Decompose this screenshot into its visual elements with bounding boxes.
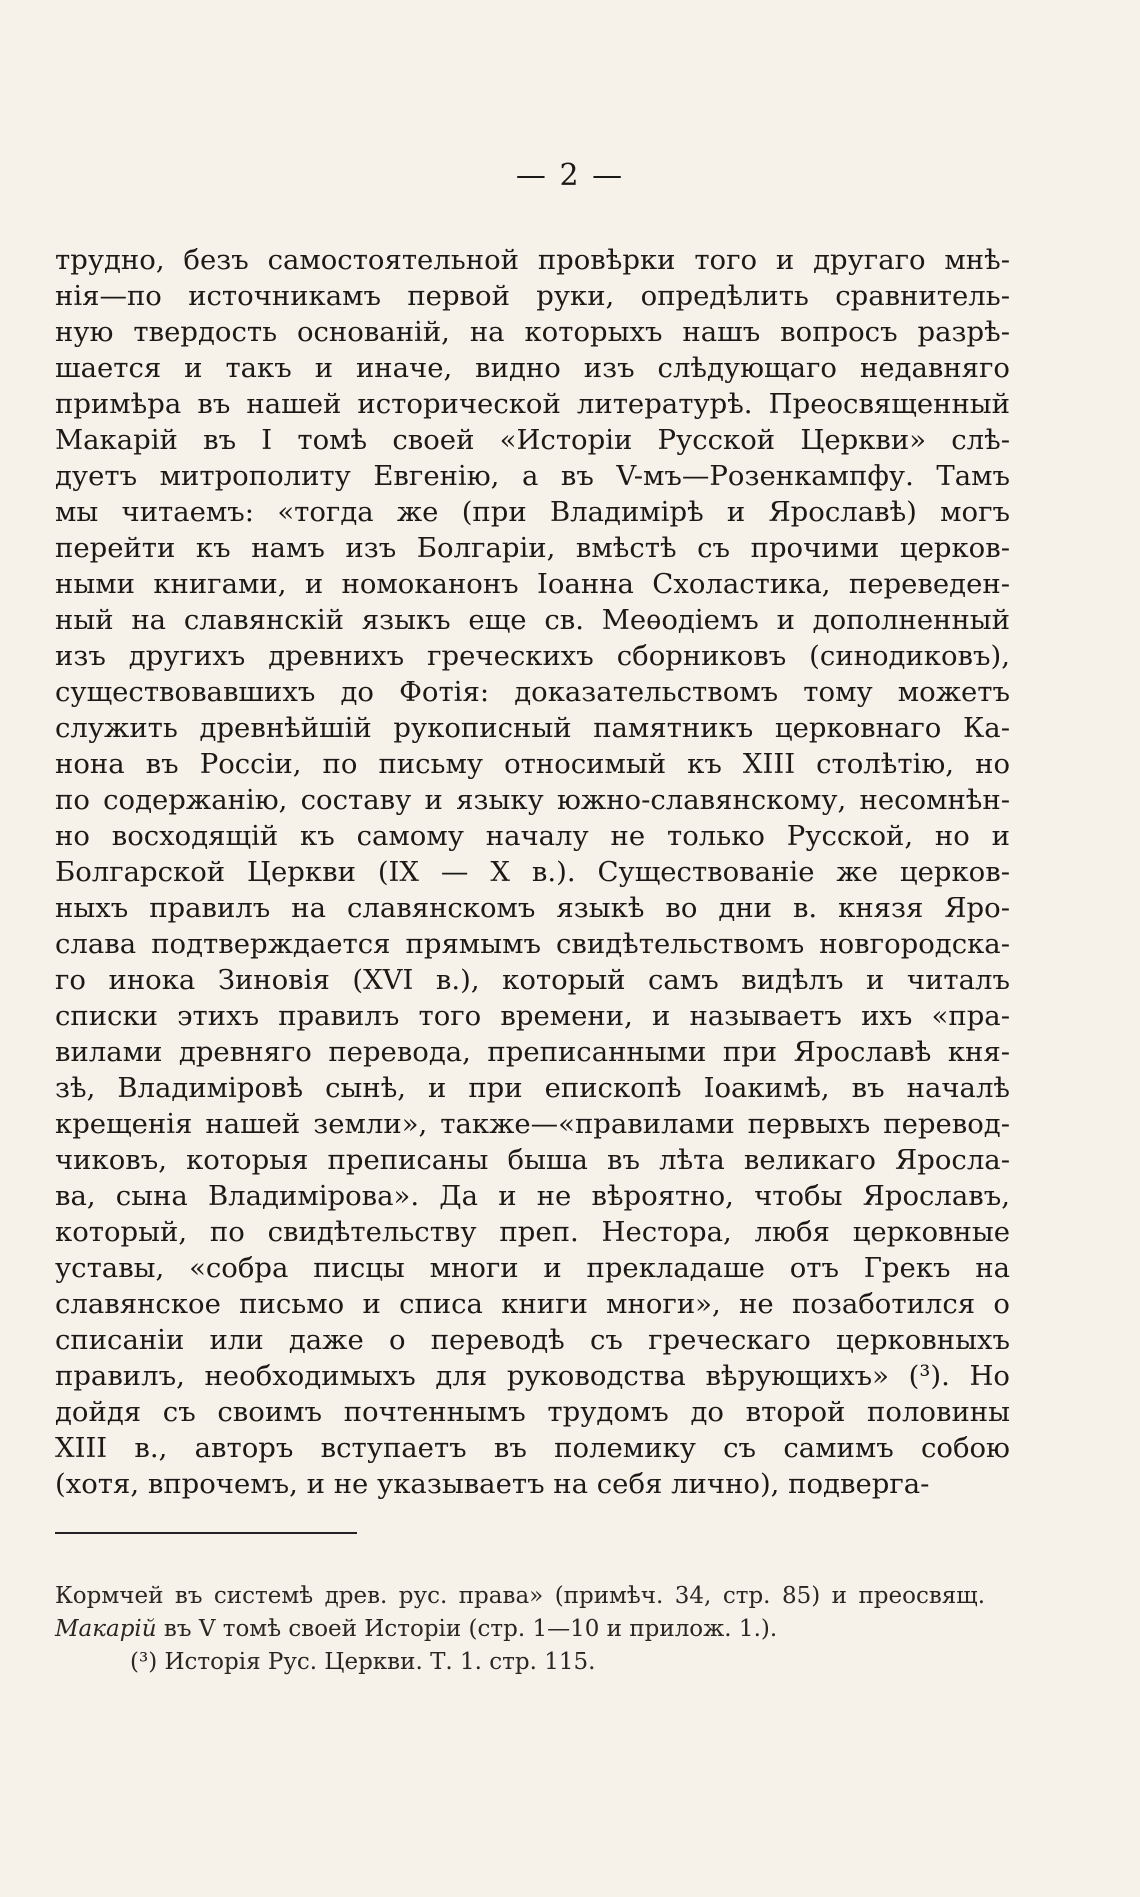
text-line: списаніи или даже о переводѣ съ греческаго церковныхъ <box>55 1324 1010 1356</box>
footnote-continuation-line <box>55 1613 985 1646</box>
text-line: служить древнѣйшій рукописный памятникъ церковнаго Ка- <box>55 712 1010 744</box>
text-line: Макарій въ I томѣ своей «Исторіи Русской Церкви» слѣ- <box>55 424 1010 456</box>
footnote-separator <box>55 1532 357 1534</box>
footnotes <box>55 1580 985 1679</box>
text-line: уставы, «собра писцы многи и прекладаше отъ Грекъ на <box>55 1252 1010 1284</box>
text-line: ными книгами, и номоканонъ Іоанна Схоластика, переведен- <box>55 568 1010 600</box>
footnote-3-marker: (³) <box>130 1649 158 1675</box>
text-line: крещенія нашей земли», также—«правилами первыхъ перевод- <box>55 1108 1010 1140</box>
text-line: го инока Зиновія (XVI в.), который самъ видѣлъ и читалъ <box>55 964 1010 996</box>
text-line: правилъ, необходимыхъ для руководства вѣрующихъ» (³). Но <box>55 1360 1010 1392</box>
text-line: списки этихъ правилъ того времени, и называетъ ихъ «пра- <box>55 1000 1010 1032</box>
footnote-3 <box>55 1646 985 1679</box>
text-line: славянское письмо и списа книги многи», не позаботился о <box>55 1288 1010 1320</box>
text-line: зѣ, Владиміровѣ сынѣ, и при епископѣ Іоакимѣ, въ началѣ <box>55 1072 1010 1104</box>
main-text <box>55 242 1010 1502</box>
text-line: шается и такъ и иначе, видно изъ слѣдующаго недавняго <box>55 352 1010 384</box>
text-line: который, по свидѣтельству преп. Нестора, любя церковные <box>55 1216 1010 1248</box>
text-line: перейти къ намъ изъ Болгаріи, вмѣстѣ съ прочими церков- <box>55 532 1010 564</box>
text-line: ный на славянскій языкъ еще св. Меѳодіемъ и дополненный <box>55 604 1010 636</box>
text-line: нона въ Россіи, по письму относимый къ XIII столѣтію, но <box>55 748 1010 780</box>
text-line: XIII в., авторъ вступаетъ въ полемику съ самимъ собою <box>55 1432 1010 1464</box>
text-line: мы читаемъ: «тогда же (при Владимірѣ и Ярославѣ) могъ <box>55 496 1010 528</box>
text-line: чиковъ, которыя преписаны быша въ лѣта великаго Яросла- <box>55 1144 1010 1176</box>
text-line: дойдя съ своимъ почтеннымъ трудомъ до второй половины <box>55 1396 1010 1428</box>
text-line: ную твердость основаній, на которыхъ нашъ вопросъ разрѣ- <box>55 316 1010 348</box>
footnote-continuation-text: въ V томѣ своей Исторіи (стр. 1—10 и прилож. 1.). <box>163 1616 778 1642</box>
text-line: примѣра въ нашей исторической литературѣ. Преосвященный <box>55 388 1010 420</box>
text-line: но восходящій къ самому началу не только Русской, но и <box>55 820 1010 852</box>
footnote-continuation-line: Кормчей въ системѣ древ. рус. права» (примѣч. 34, стр. 85) и преосвящ. <box>55 1583 985 1609</box>
text-line: слава подтверждается прямымъ свидѣтельствомъ новгородска- <box>55 928 1010 960</box>
page-number: — 2 — <box>515 158 625 193</box>
text-line: (хотя, впрочемъ, и не указываетъ на себя лично), подверга- <box>55 1468 930 1500</box>
text-line: Болгарской Церкви (IX — X в.). Существованіе же церков- <box>55 856 1010 888</box>
text-line: ныхъ правилъ на славянскомъ языкѣ во дни в. князя Яро- <box>55 892 1010 924</box>
text-line: дуетъ митрополиту Евгенію, а въ V-мъ—Розенкампфу. Тамъ <box>55 460 1010 492</box>
text-line: вилами древняго перевода, преписанными при Ярославѣ кня- <box>55 1036 1010 1068</box>
footnote-3-text: Исторія Рус. Церкви. Т. 1. стр. 115. <box>164 1649 596 1675</box>
text-line: ва, сына Владимірова». Да и не вѣроятно, чтобы Ярославъ, <box>55 1180 1010 1212</box>
text-line: трудно, безъ самостоятельной провѣрки того и другаго мнѣ- <box>55 244 1010 276</box>
footnote-author-name: Макарій <box>55 1616 157 1642</box>
text-line: существовавшихъ до Фотія: доказательствомъ тому можетъ <box>55 676 1010 708</box>
text-line: изъ другихъ древнихъ греческихъ сборниковъ (синодиковъ), <box>55 640 1010 672</box>
text-line: нія—по источникамъ первой руки, опредѣлить сравнитель- <box>55 280 1010 312</box>
text-line: по содержанію, составу и языку южно-славянскому, несомнѣн- <box>55 784 1010 816</box>
